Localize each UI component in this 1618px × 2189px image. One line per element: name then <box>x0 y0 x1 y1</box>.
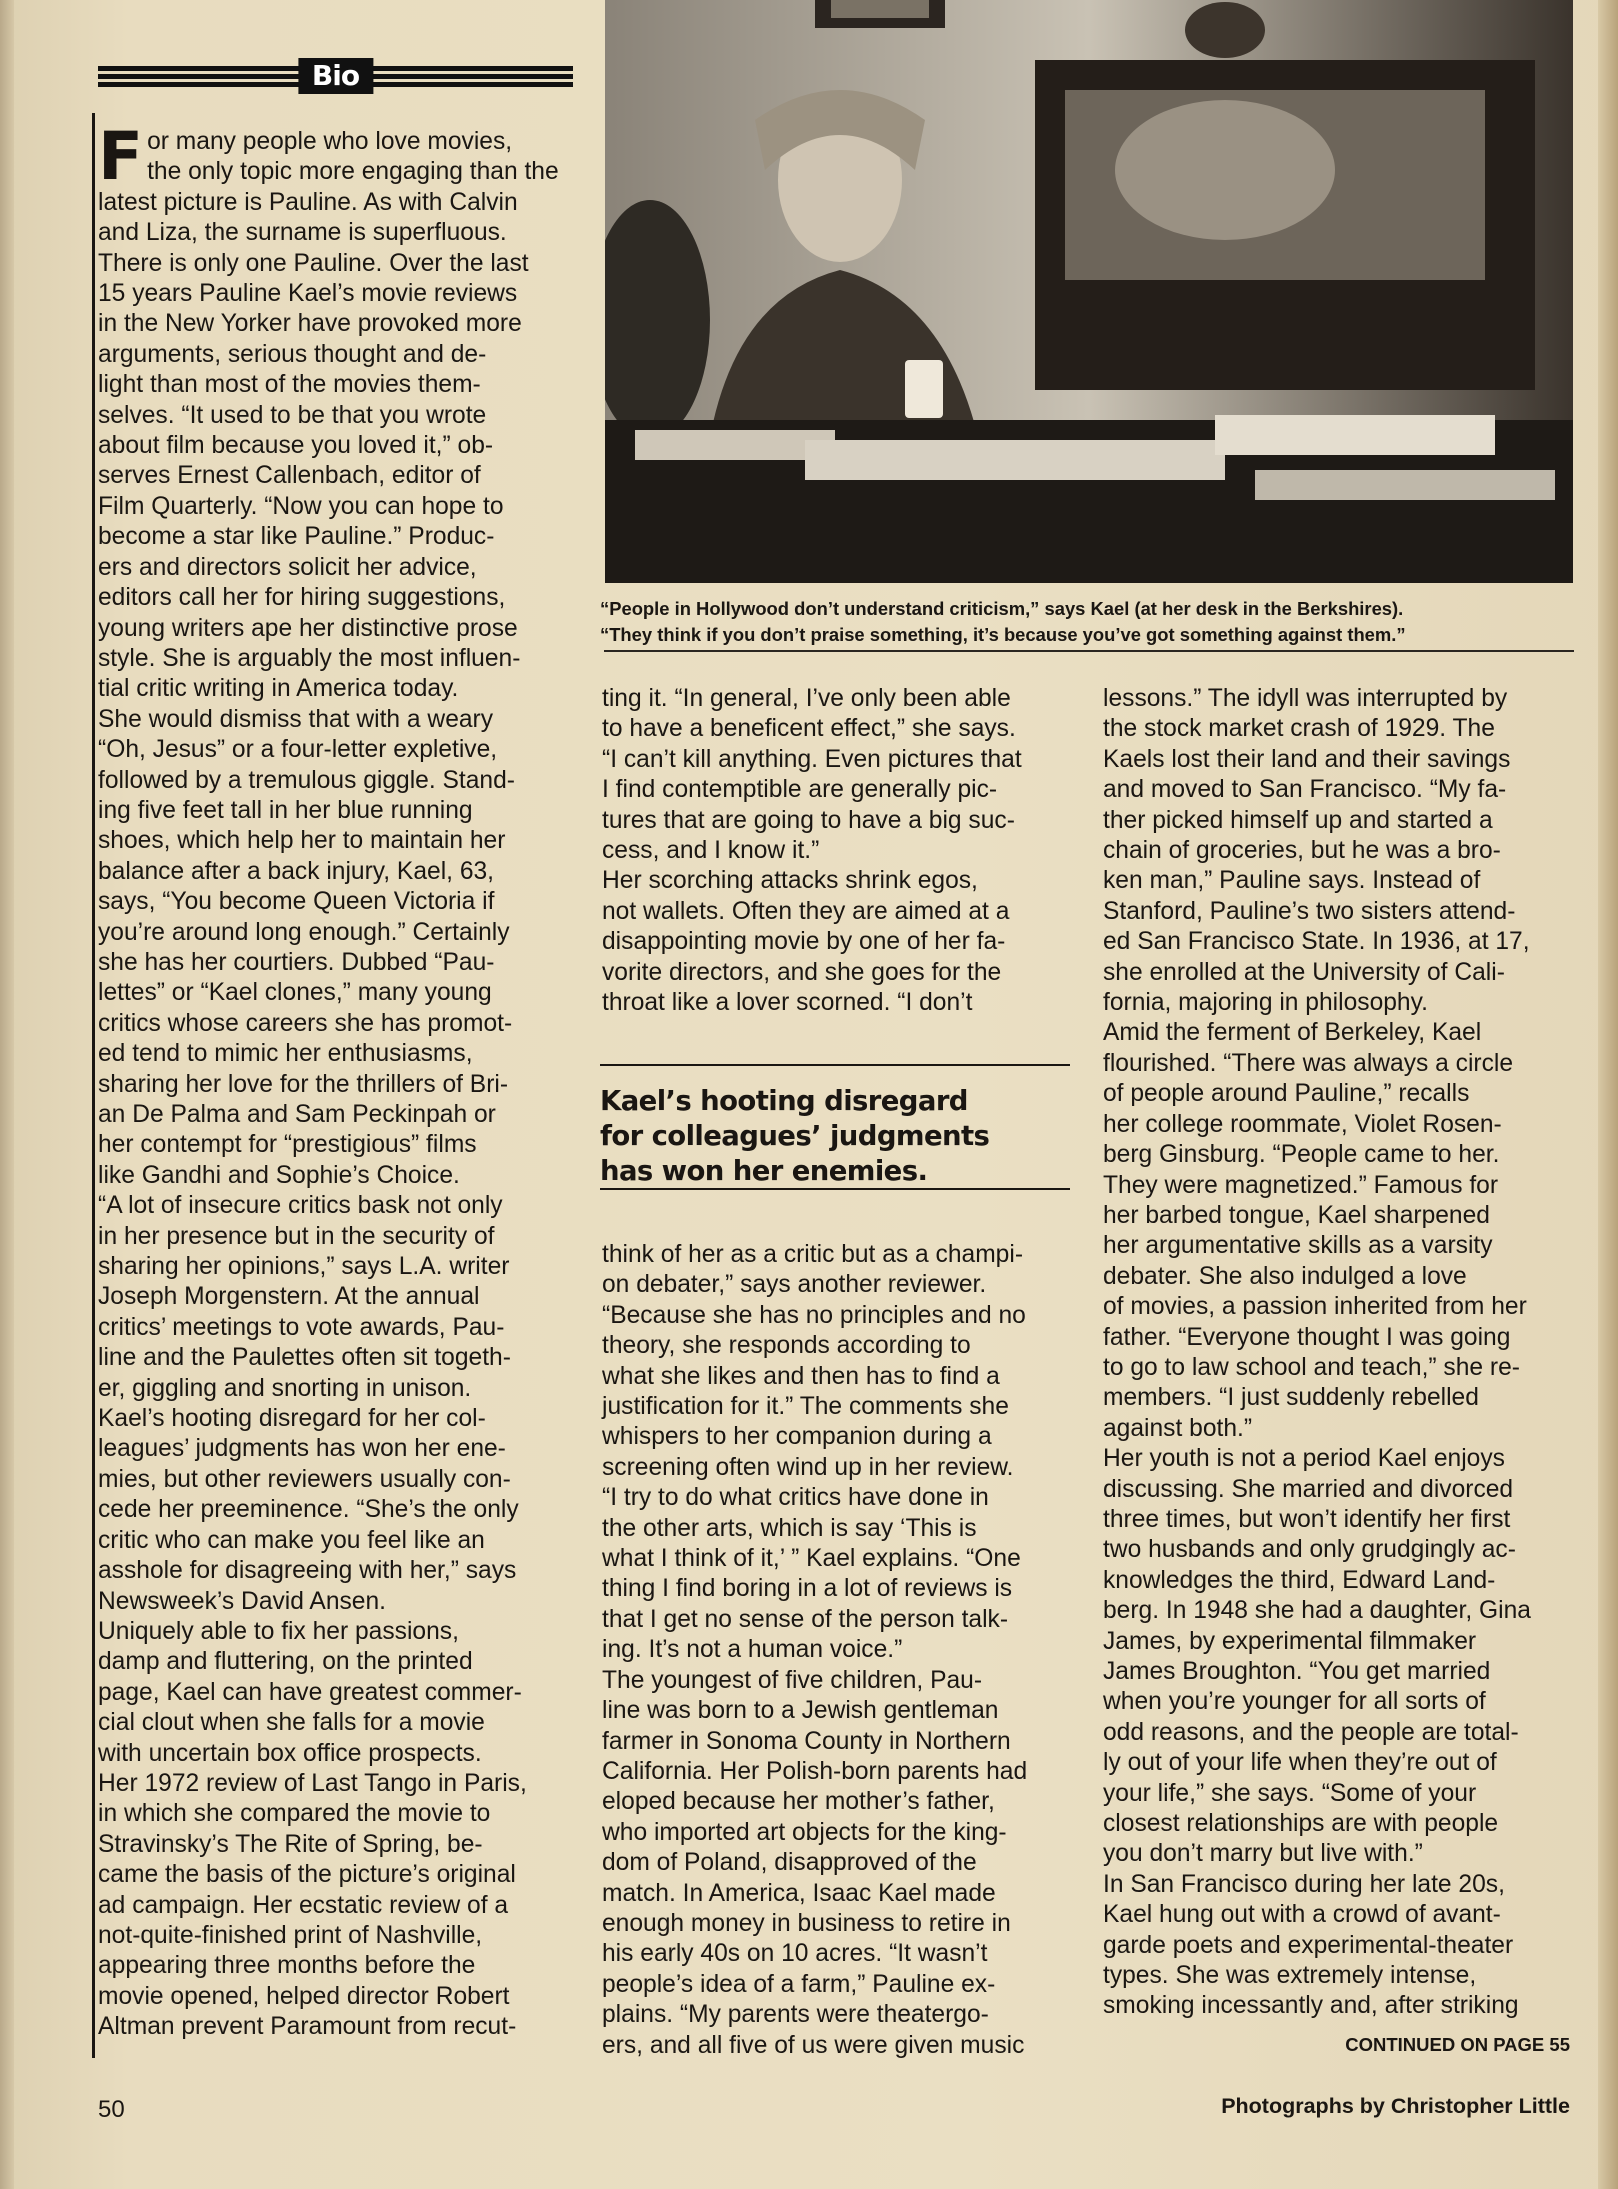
photo-kael-at-desk <box>605 0 1573 583</box>
continued-link[interactable]: CONTINUED ON PAGE 55 <box>1345 2034 1570 2055</box>
page-edge-shadow <box>1598 0 1618 2189</box>
caption-line-2: “They think if you don’t praise something, it’s because you’ve got something against them.” <box>600 624 1406 645</box>
article-photo <box>605 0 1573 583</box>
photo-caption <box>600 596 1575 648</box>
section-label: Bio <box>298 58 373 94</box>
page-number: 50 <box>98 2096 125 2123</box>
page-gutter-shadow <box>0 0 14 2189</box>
photo-credit: Photographs by Christopher Little <box>1221 2094 1570 2118</box>
article-column-1 <box>98 118 578 2043</box>
article-column-2-bottom: think of her as a critic but as a champi- on debater,” says another reviewer. “Because she has no principles and no theory, she responds according to what she likes and then has to find a justification for it.” The comments she whispers to her companion during a screening often wind up in her review. “I try to do what critics have done in the other arts, which is say ‘This is what I think of it,’ ” Kael explains. “One thing I find boring in a lot of reviews is that I get no sense of the person talk- ing. It’s not a human voice.” The youngest of five children, Pau- line was born to a Jewish gentleman farmer in Sonoma County in Northern California. Her Polish-born parents had eloped because her mother’s father, who imported art objects for the king- dom of Poland, disapproved of the match. In America, Isaac Kael made enough money in business to retire in his early 40s on 10 acres. “It wasn’t people’s idea of a farm,” Pauline ex- plains. “My parents were theatergo- ers, and all five of us were given music <box>602 1241 1028 2059</box>
caption-line-1: “People in Hollywood don’t understand criticism,” says Kael (at her desk in the Berkshires). <box>600 598 1404 619</box>
article-column-3: lessons.” The idyll was interrupted by the stock market crash of 1929. The Kaels lost their land and their savings and moved to San Francisco. “My fa- ther picked himself up and started a chain of groceries, but he was a bro- ken man,” Pauline says. Instead of Stanford, Pauline’s two sisters attend- ed San Francisco State. In 1936, at 17, she enrolled at the University of Cali- fornia, majoring in philosophy. Amid the ferment of Berkeley, Kael flourished. “There was always a circle of people around Pauline,” recalls her college roommate, Violet Rosen- berg Ginsburg. “People came to her. They were magnetized.” Famous for her barbed tongue, Kael sharpened her argumentative skills as a varsity debater. She also indulged a love of movies, a passion inherited from her father. “Everyone thought I was going to go to law school and teach,” she re- members. “I just suddenly rebelled against both.” Her youth is not a period Kael enjoys discussing. She married and divorced three times, but won’t identify her first two husbands and only grudgingly ac- knowledges the third, Edward Land- berg. In 1948 she had a daughter, Gina James, by experimental filmmaker James Broughton. “You get married when you’re younger for all sorts of odd reasons, and the people are total- ly out of your life when they’re out of your life,” she says. “Some of your closest relationships are with people you don’t marry but live with.” In San Francisco during her late 20s, Kael hung out with a crowd of avant- garde poets and experimental-theater types. She was extremely intense, smoking incessantly and, after striking <box>1103 685 1531 2020</box>
article-text-1: or many people who love movies, the only topic more engaging than the latest picture is Pauline. As with Calvin and Liza, the surname is superfluous. There is only one Pauline. Over the last 15 years Pauline Kael’s movie reviews in the New Yorker have provoked more arguments, serious thought and de- light than most of the movies them- selves. “It used to be that you wrote about film because you loved it,” ob- serves Ernest Callenbach, editor of Film Quarterly. “Now you can hope to become a star like Pauline.” Produc- ers and directors solicit her advice, editors call her for hiring suggestions, young writers ape her distinctive prose style. She is arguably the most influen- tial critic writing in America today. She would dismiss that with a weary “Oh, Jesus” or a four-letter expletive, followed by a tremulous giggle. Stand- ing five feet tall in her blue running shoes, which help her to maintain her balance after a back injury, Kael, 63, says, “You become Queen Victoria if you’re around long enough.” Certainly she has her courtiers. Dubbed “Pau- lettes” or “Kael clones,” many young critics whose careers she has promot- ed tend to mimic her enthusiasms, sharing her love for the thrillers of Bri- an De Palma and Sam Peckinpah or her contempt for “prestigious” films like Gandhi and Sophie’s Choice. “A lot of insecure critics bask not only in her presence but in the security of sharing her opinions,” says L.A. writer Joseph Morgenstern. At the annual critics’ meetings to vote awards, Pau- line and the Paulettes often sit togeth- er, giggling and snorting in unison. Kael’s hooting disregard for her col- leagues’ judgments has won her ene- mies, but other reviewers usually con- cede her preeminence. “She’s the only critic who can make you feel like an asshole for disagreeing with her,” says Newsweek’s David Ansen. Uniquely able to fix her passions, damp and fluttering, on the printed page, Kael can have greatest commer- cial clout when she falls for a movie with uncertain box office prospects. Her 1972 review of Last Tango in Paris, in which she compared the movie to Stravinsky’s The Rite of Spring, be- came the basis of the picture’s original ad campaign. Her ecstatic review of a not-quite-finished print of Nashville, appearing three months before the movie opened, helped director Robert Altman prevent Paramount from recut- <box>98 128 559 2041</box>
pull-quote-text: Kael’s hooting disregard for colleagues’ judgments has won her enemies. <box>600 1085 990 1187</box>
column-rule <box>92 113 95 2058</box>
section-header <box>98 60 573 96</box>
caption-rule <box>604 650 1574 652</box>
pull-quote <box>600 1064 1075 1192</box>
drop-cap: F <box>98 118 144 195</box>
article-column-2-top: ting it. “In general, I’ve only been able to have a beneficent effect,” she says. “I can’t kill anything. Even pictures that I find contemptible are generally pic- tures that are going to have a big suc- cess, and I know it.” Her scorching attacks shrink egos, not wallets. Often they are aimed at a disappointing movie by one of her fa- vorite directors, and she goes for the throat like a lover scorned. “I don’t <box>602 685 1022 1017</box>
